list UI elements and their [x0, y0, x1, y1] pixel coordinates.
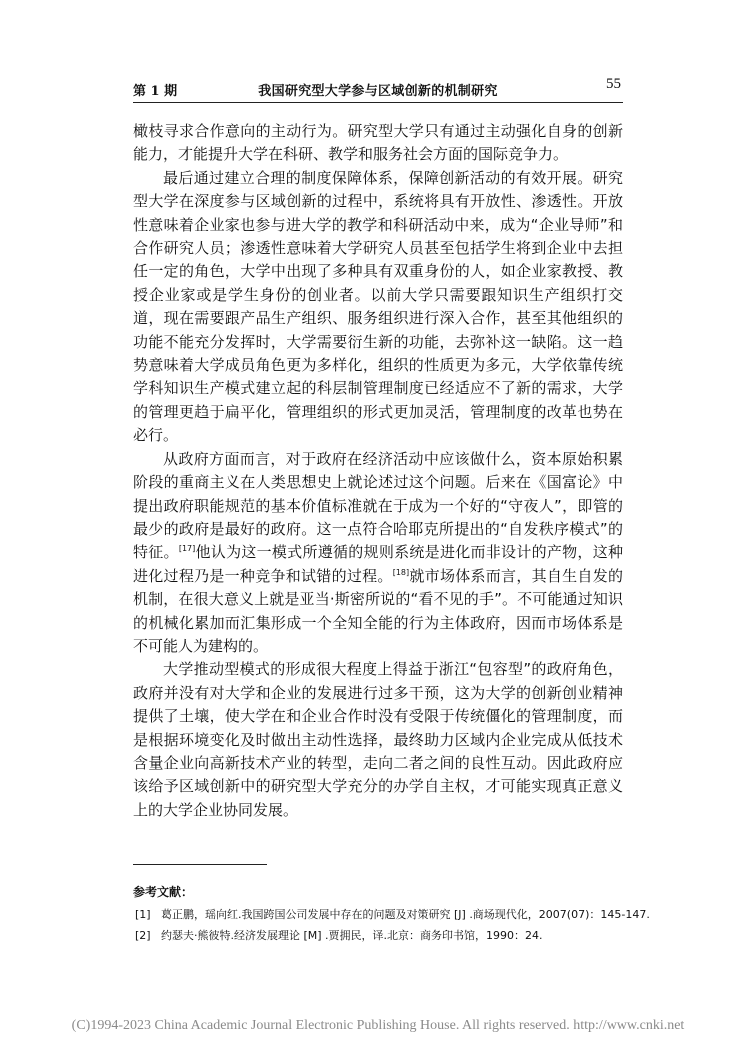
- running-title: 我国研究型大学参与区域创新的机制研究: [258, 84, 498, 99]
- paragraph-2: 最后通过建立合理的制度保障体系，保障创新活动的有效开展。研究型大学在深度参与区域创新的过程中，系统将具有开放性、渗透性。开放性意味着企业家也参与进大学的教学和科研活动中来，成为“企业导师”和合作研究人员；渗透性意味着大学研究人员甚至包括学生将到企业中去担任一定的角色，大学中出现了多种具有双重身份的人，如企业家教授、教授企业家或是学生身份的创业者。以前大学只需要跟知识生产组织打交道，现在需要跟产品生产组织、服务组织进行深入合作，甚至其他组织的功能不能充分发挥时，大学需要衍生新的功能，去弥补这一缺陷。这一趋势意味着大学成员角色更为多样化，组织的性质更为多元，大学依靠传统学科知识生产模式建立起的科层制管理制度已经适应不了新的需求，大学的管理更趋于扁平化，管理组织的形式更加灵活，管理制度的改革也势在必行。: [133, 168, 623, 445]
- reference-number: [1]: [135, 908, 151, 921]
- footnote-rule: [133, 864, 267, 865]
- page-number: 55: [606, 76, 621, 92]
- paragraph-4: 大学推动型模式的形成很大程度上得益于浙江“包容型”的政府角色，政府并没有对大学和企业的发展进行过多干预，这为大学的创新创业精神提供了土壤，使大学在和企业合作时没有受限于传统僵化的管理制度，而是根据环境变化及时做出主动性选择，最终助力区域内企业完成从低技术含量企业向高新技术产业的转型，走向二者之间的良性互动。因此政府应该给予区域创新中的研究型大学充分的办学自主权，才可能实现真正意义上的大学企业协同发展。: [133, 660, 623, 819]
- reference-text: 葛正鹏，瑶向红.我国跨国公司发展中存在的问题及对策研究 [J] .商场现代化，2007(07)：145-147.: [161, 908, 650, 921]
- citation-17[interactable]: [17]: [178, 544, 196, 554]
- paragraph-3: [133, 448, 623, 659]
- reference-number: [2]: [135, 929, 151, 942]
- body-text: [133, 120, 623, 822]
- running-header: [133, 74, 623, 100]
- header-rule: [133, 102, 623, 103]
- reference-item: [133, 904, 650, 925]
- paragraph-3-text-c: 就市场体系而言，其自生自发的机制，在很大意义上就是亚当·斯密所说的“看不见的手”。不可能通过知识的机械化累加而汇集形成一个全知全能的行为主体政府，因而市场体系是不可能人为建构的。: [133, 566, 623, 655]
- references-heading: 参考文献：: [133, 885, 194, 899]
- copyright-footer: (C)1994-2023 China Academic Journal Electronic Publishing House. All rights reserved. http://www.cnki.net: [71, 1018, 685, 1033]
- reference-item: [133, 925, 623, 946]
- citation-18[interactable]: [18]: [392, 567, 410, 577]
- paragraph-3-text-a: 从政府方面而言，对于政府在经济活动中应该做什么，资本原始积累阶段的重商主义在人类思想史上就论述过这个问题。后来在《国富论》中提出政府职能规范的基本价值标准就在于成为一个好的“守夜人”，即管的最少的政府是最好的政府。这一点符合哈耶克所提出的“自发秩序模式”的特征。: [133, 449, 623, 562]
- paragraph-3-text-b: 他认为这一模式所遵循的规则系统是进化而非设计的产物，这种进化过程乃是一种竞争和试错的过程。: [133, 543, 623, 585]
- issue-label: 第 1 期: [133, 84, 178, 99]
- paragraph-1: 橄枝寻求合作意向的主动行为。研究型大学只有通过主动强化自身的创新能力，才能提升大学在科研、教学和服务社会方面的国际竞争力。: [133, 122, 623, 164]
- reference-list: [133, 904, 650, 946]
- reference-text: 约瑟夫·熊彼特.经济发展理论 [M] .贾拥民，译.北京：商务印书馆，1990：24.: [161, 929, 543, 942]
